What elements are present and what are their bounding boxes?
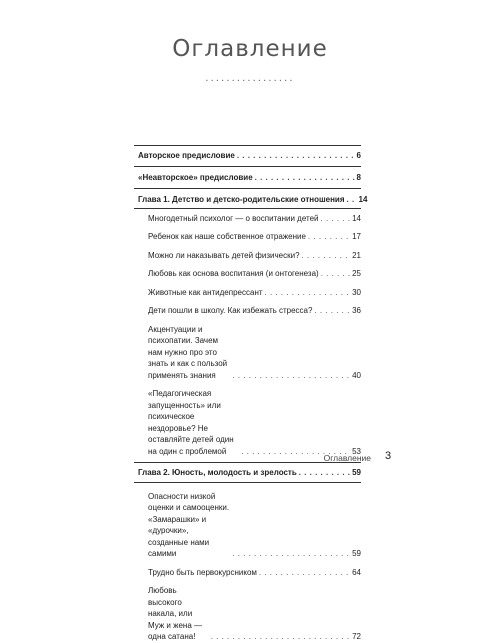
toc-page-number: 21	[352, 250, 361, 260]
toc-subentry[interactable]	[148, 305, 361, 317]
toc-page-number: 36	[352, 306, 361, 315]
toc-subentry[interactable]	[148, 388, 361, 457]
dot-leader	[321, 213, 351, 225]
toc-page-number: 25	[352, 269, 361, 278]
toc-entry-nonauthor-preface[interactable]	[138, 172, 361, 184]
toc-page-number: 14	[358, 195, 368, 204]
toc-entry-text: Глава 2. Юность, молодость и зрелость	[138, 468, 297, 477]
toc-entry-text: Любовь высокого накала, или Муж и жена — одна сатана!	[148, 586, 202, 641]
toc-entry-text: Любовь как основа воспитания (и онтогенеза)	[148, 269, 319, 278]
divider-line	[134, 208, 361, 209]
toc-subentry[interactable]	[148, 231, 361, 243]
divider-line	[134, 482, 361, 483]
toc-page-number: 59	[352, 549, 361, 558]
toc-subentry[interactable]	[148, 287, 361, 299]
toc-entry-text: «Педагогическая запущенность» или психическое нездоровье? Не оставляйте детей один на один с проблемой	[148, 389, 234, 456]
toc-page-number: 64	[352, 567, 361, 577]
dot-leader	[302, 250, 351, 262]
toc-subentry[interactable]	[148, 491, 361, 560]
dot-leader	[347, 194, 357, 206]
toc-entry-text: Дети пошли в школу. Как избежать стресса?	[148, 306, 313, 315]
dot-leader	[259, 567, 350, 579]
toc-subentry[interactable]	[148, 324, 361, 382]
toc-subentry[interactable]	[148, 213, 361, 225]
divider-line	[134, 166, 361, 167]
toc-entry-text: Авторское предисловие	[138, 151, 235, 160]
toc-entry-text: Глава 1. Детство и детско-родительские отношения	[138, 195, 345, 204]
dot-leader	[237, 150, 355, 162]
toc-entry-text: Можно ли наказывать детей физически?	[148, 250, 300, 260]
toc-entry-text: Акцентуации и психопатии. Зачем нам нужно про это знать и как с пользой применять знания	[148, 324, 228, 380]
page-number: 3	[385, 450, 392, 462]
toc-subentry[interactable]	[148, 268, 361, 280]
toc-entry-text: Многодетный психолог — о воспитании детей	[148, 213, 319, 223]
toc-subentry[interactable]	[148, 585, 361, 643]
toc-entry-chapter-2[interactable]	[138, 467, 361, 479]
toc-page-number: 30	[352, 287, 361, 297]
dot-leader	[265, 287, 351, 299]
dot-leader	[211, 631, 350, 643]
toc-entry-text: «Неавторское» предисловие	[138, 172, 253, 182]
toc-entry-author-preface[interactable]	[138, 150, 361, 162]
toc-page-number: 8	[356, 172, 361, 182]
dot-leader	[232, 548, 350, 560]
dot-leader	[232, 370, 350, 382]
toc-subentry[interactable]	[148, 567, 361, 579]
toc-page-number: 59	[352, 468, 361, 477]
dot-leader	[255, 172, 355, 184]
divider-line	[134, 145, 361, 146]
dot-leader	[299, 467, 350, 479]
dot-leader	[321, 268, 350, 280]
toc-entry-text: Опасности низкой оценки и самооценки. «Замарашки» и «дурочки», созданные нами самими	[148, 491, 230, 558]
divider-line	[134, 188, 361, 189]
toc-page-number: 53	[352, 446, 361, 456]
toc-page-number: 6	[356, 151, 361, 160]
toc-entry-text: Ребенок как наше собственное отражение	[148, 232, 306, 241]
toc-page-number: 40	[352, 370, 361, 380]
toc-entry-text: Животные как антидепрессант	[148, 287, 263, 297]
title-dots-divider: .................	[205, 72, 295, 84]
page-title: Оглавление	[172, 36, 328, 62]
dot-leader	[314, 305, 350, 317]
table-of-contents	[134, 145, 368, 643]
toc-page-number: 72	[352, 632, 361, 641]
toc-entry-chapter-1[interactable]	[138, 194, 368, 206]
running-footer-title: Оглавление	[323, 453, 371, 463]
dot-leader	[308, 231, 350, 243]
toc-page-number: 17	[352, 232, 361, 241]
toc-entry-text: Трудно быть первокурсником	[148, 567, 257, 577]
toc-subentry[interactable]	[148, 250, 361, 262]
toc-page-number: 14	[352, 213, 361, 223]
